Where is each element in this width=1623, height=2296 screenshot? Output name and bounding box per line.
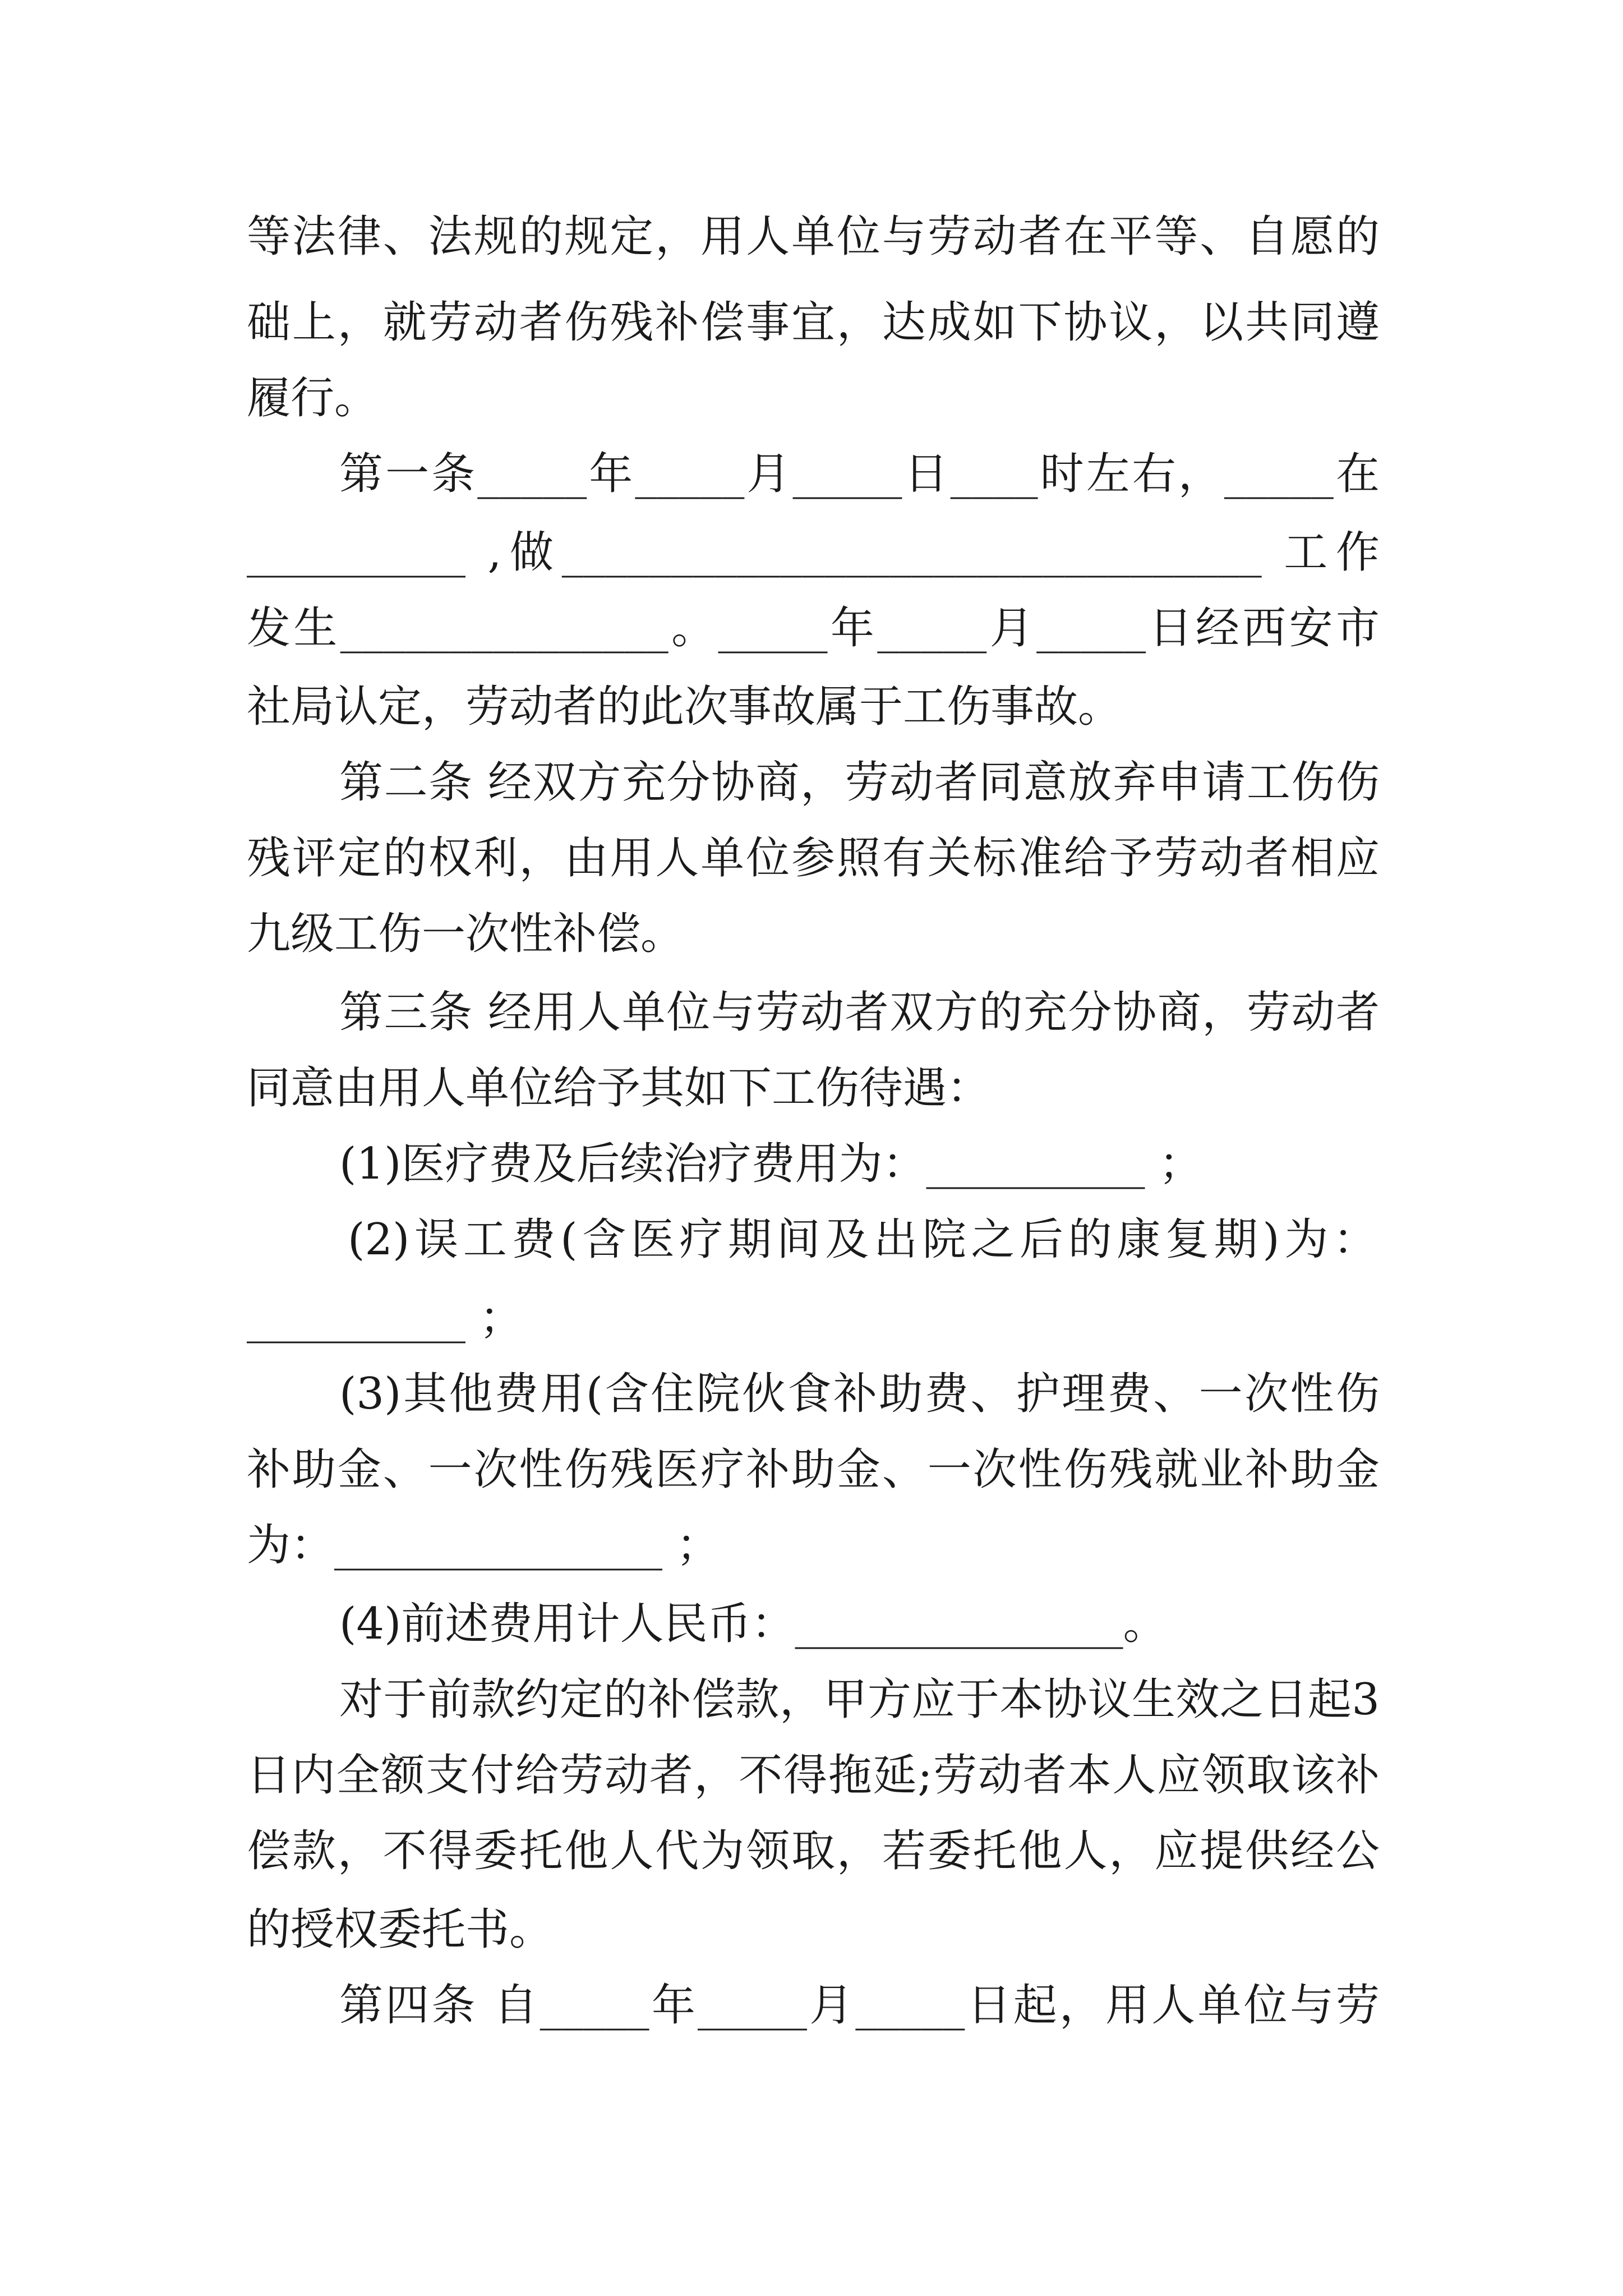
text-line: 九级工伤一次性补偿。 bbox=[247, 909, 685, 959]
text-line: 日内全额支付给劳动者，不得拖延;劳动者本人应领取该补 bbox=[247, 1750, 1380, 1801]
text-line: __________ ； bbox=[247, 1293, 523, 1343]
text-line: 为：_______________ ； bbox=[247, 1520, 720, 1571]
text-line: (2)误工费(含医疗期间及出院之后的康复期)为： bbox=[348, 1214, 1377, 1265]
text-line: 第二条 经双方充分协商，劳动者同意放弃申请工伤伤 bbox=[339, 757, 1380, 808]
text-line: 等法律、法规的规定，用人单位与劳动者在平等、自愿的 bbox=[247, 211, 1380, 262]
text-line: 对于前款约定的补偿款，甲方应于本协议生效之日起3 bbox=[339, 1674, 1380, 1725]
text-line: (4)前述费用计人民币：_______________。 bbox=[339, 1599, 1167, 1649]
text-line: 社局认定，劳动者的此次事故属于工伤事故。 bbox=[247, 682, 1122, 732]
text-line: (1)医疗费及后续治疗费用为：__________ ； bbox=[339, 1139, 1203, 1189]
text-line: 发生_______________。_____年_____月_____日经西安市 bbox=[247, 603, 1380, 654]
text-line: 础上，就劳动者伤残补偿事宜，达成如下协议，以共同遵 bbox=[247, 297, 1380, 348]
text-line: 的授权委托书。 bbox=[247, 1904, 554, 1955]
text-line: 第一条_____年_____月_____日____时左右，_____在 bbox=[339, 449, 1380, 499]
text-line: (3)其他费用(含住院伙食补助费、护理费、一次性伤 bbox=[339, 1369, 1380, 1419]
text-line: __________ ,做________________________________ 工作 bbox=[247, 527, 1380, 578]
text-line: 残评定的权利，由用人单位参照有关标准给予劳动者相应 bbox=[247, 833, 1380, 884]
text-line: 偿款，不得委托他人代为领取，若委托他人，应提供经公 bbox=[247, 1826, 1380, 1876]
text-line: 履行。 bbox=[247, 373, 379, 424]
text-line: 补助金、一次性伤残医疗补助金、一次性伤残就业补助金 bbox=[247, 1444, 1380, 1495]
text-line: 第四条 自_____年_____月_____日起，用人单位与劳 bbox=[339, 1980, 1380, 2031]
text-line: 同意由用人单位给予其如下工伤待遇： bbox=[247, 1063, 991, 1114]
text-line: 第三条 经用人单位与劳动者双方的充分协商，劳动者 bbox=[339, 987, 1380, 1038]
